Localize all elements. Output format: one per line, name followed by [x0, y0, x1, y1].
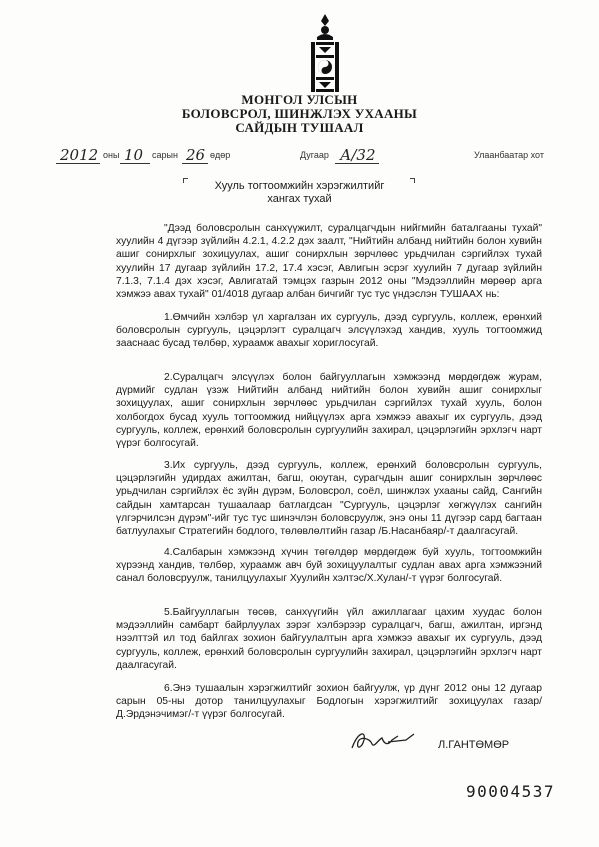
- date-month: 10: [124, 146, 144, 164]
- date-month-line: [120, 163, 150, 164]
- clause-4: [116, 546, 542, 586]
- date-year: 2012: [60, 146, 99, 164]
- preamble-paragraph: [116, 222, 542, 301]
- soyombo-emblem-icon: [308, 14, 342, 92]
- city-label: Улаанбаатар хот: [474, 150, 544, 160]
- signatory-name: Л.ГАНТӨМӨР: [438, 739, 510, 751]
- clause-1: [116, 311, 542, 351]
- date-day: 26: [186, 146, 206, 164]
- clause-2: [116, 371, 542, 450]
- number-value: А/32: [340, 146, 376, 164]
- date-day-suffix: өдөр: [210, 150, 231, 160]
- clause-6: [116, 682, 542, 722]
- paragraph-clause-5: 5.Байгууллагын төсөв, санхүүгийн үйл ажиллагааг цахим хуудас болон мэдээллийн самбарт байрлуулах зэрэг хэлбэрээр суралцагч, багш, ажилтан, иргэнд нээлттэй ил тод байлгах зохион байгуулалтын арга хэмжээ авахыг их сургууль, дээд сургууль, коллеж, ерөнхий боловсролын сургуулийн захирал, цэцэрлэгийн эрхлэгч нарт даалгасугай.: [116, 607, 542, 671]
- clause-5: [116, 606, 542, 672]
- paragraph-clause-6: 6.Энэ тушаалын хэрэгжилтийг зохион байгуулж, үр дүнг 2012 оны 12 дугаар сарын 05-ны дотор танилцуулахыг Бодлогын хэрэгжилтийг зохицуулах газар/Д.Эрдэнэчимэг/-т үүрэг болгосугай.: [116, 683, 542, 721]
- header-doc-type: САЙДЫН ТУШААЛ: [235, 120, 364, 135]
- date-year-line: [56, 163, 100, 164]
- number-label: Дугаар: [300, 150, 329, 160]
- header-ministry: БОЛОВСРОЛ, ШИНЖЛЭХ УХААНЫ: [181, 106, 418, 121]
- paragraph-clause-3: 3.Их сургууль, дээд сургууль, коллеж, ерөнхий боловсролын сургууль, цэцэрлэгийн удирдах ажилтан, багш, оюутан, сурагчдын ашиг сонирхлын зөрчлөөс урьдчилан сэргийлэх ёс зүйн дүрэм, Боловсрол, соёл, шинжлэх ухааны сайд, Сангийн сайдын хамтарсан тушаалаар батлагдсан "Сургууль, цэцэрлэг хөгжүүлэх сангийн үлгэрчилсэн дүрэм"-ийг тус тус шинэчлэн боловсруулж, энэ оны 11 дүгээр сард багтаан батлуулахыг Стратегийн бодлого, төлөвлөлтийн газар /Б.Насанбаяр/-т даалгасугай.: [116, 460, 542, 538]
- paragraph-clause-1: 1.Өмчийн хэлбэр үл харгалзан их сургууль, дээд сургууль, коллеж, ерөнхий боловсролын сургууль, цэцэрлэгт суралцагч элсүүлэхэд хандив, хууль тогтоомжид зааснаас бусад төлбөр, хураамж авахыг хориглосугай.: [116, 312, 542, 350]
- header-country: МОНГОЛ УЛСЫН: [241, 92, 358, 107]
- handwritten-signature: [348, 726, 416, 756]
- title-line-2: хангах тухай: [267, 193, 332, 205]
- date-day-line: [182, 163, 208, 164]
- date-year-suffix: оны: [103, 150, 120, 160]
- number-line: [335, 163, 379, 164]
- document-serial-number: 90004537: [466, 782, 556, 801]
- clause-3: [116, 459, 542, 538]
- paragraph-clause-2: 2.Суралцагч элсүүлэх болон байгууллагын хэмжээнд мөрдөгдөж журам, дүрмийг судлан үзэж Нийтийн албанд нийтийн болон хувийн ашиг сонирхлыг зохицуулах, ашиг сонирхлын зөрчлөөс урьдчилан сэргийлэх тухай хууль, болон холбогдох бусад хууль тогтоомжид нийцүүлэх арга хэмжээ авахыг их сургууль, дээд сургууль, коллеж, ерөнхий боловсролын сургуулийн захирал, цэцэрлэгийн эрхлэгч нарт үүрэг болгосугай.: [116, 372, 542, 450]
- paragraph-preamble: "Дээд боловсролын санхүүжилт, суралцагчдын нийгмийн баталгааны тухай" хуулийн 4 дүгээр зүйлийн 4.2.1, 4.2.2 дэх заалт, "Нийтийн албанд нийтийн болон хувийн ашиг сонирхлыг зохицуулах, ашиг сонирхлын зөрчлөөс урьдчилан сэргийлэх тухай хуулийн 17 дугаар зүйлийн 17.2, 17.4 хэсэг, Авлигын эсрэг хуулийн 7 дугаар зүйлийн 7.1.3, 7.1.4 дэх хэсэг, Авлигатай тэмцэх газрын 2012 оны "Мэдээллийн мөрөөр арга хэмжээ авах тухай" 01/4018 дугаар албан бичгийг тус тус үндэслэн ТУШААХ нь:: [116, 223, 542, 301]
- date-month-suffix: сарын: [152, 150, 178, 160]
- paragraph-clause-4: 4.Салбарын хэмжээнд хүчин төгөлдөр мөрдөгдөж буй хууль, тогтоомжийн хүрээнд хандив, төлбөр, хураамж авч буй зохицуулалтыг судлан авах арга хэмжээний санал боловсруулж, танилцуулахыг Хуулийн хэлтэс/Х.Хулан/-т үүрэг болгосугай.: [116, 547, 542, 585]
- title-line-1: Хууль тогтоомжийн хэрэгжилтийг: [214, 180, 385, 192]
